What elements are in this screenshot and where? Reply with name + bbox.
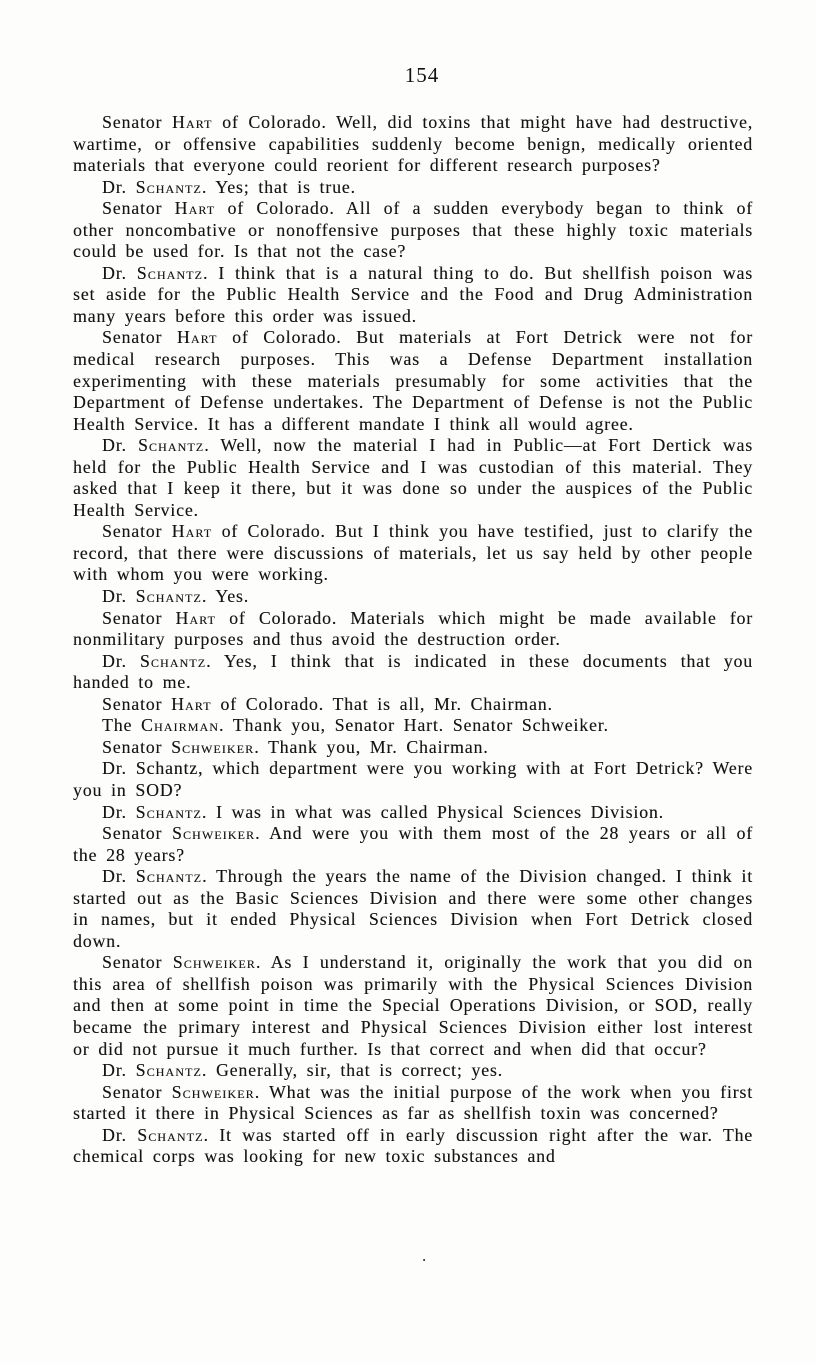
paragraph-text: All of a sudden everybody began to think of other noncombative or nonoffensive purposes that these highly toxic materials could be used for. Is that not the case? [73,198,753,262]
speaker-prefix: Dr. [102,801,136,822]
transcript-paragraph [73,263,753,328]
speaker-name: Hart [176,327,218,348]
transcript-paragraph [73,758,753,801]
paragraph-text: Yes; that is true. [215,176,356,197]
transcript-paragraph [73,608,753,651]
speaker-prefix: Senator [102,112,172,132]
speaker-prefix: The [102,715,141,736]
speaker-prefix: Senator [102,1081,172,1102]
speaker-prefix: Dr. [102,586,136,607]
speaker-prefix: Senator [102,198,175,219]
speaker-suffix: . [219,715,233,736]
speaker-name: Hart [174,198,216,219]
speaker-prefix: Senator [102,952,173,973]
paragraph-text: Through the years the name of the Division changed. I think it started out as the Basic Sciences Division and there were some other changes in names, but it ended Physical Sciences Division when Fort Detrick closed down. [73,866,753,951]
transcript-paragraph [73,802,753,824]
speaker-suffix: of Colorado. [212,521,336,542]
speaker-name: Schantz [136,262,203,283]
transcript-paragraph [73,1082,753,1125]
speaker-prefix: Dr. [102,650,140,671]
paragraph-text: Thank you, Mr. Chairman. [267,736,489,757]
transcript-paragraph [73,866,753,952]
speaker-prefix: Senator [102,736,172,757]
speaker-name: Schantz [135,176,202,197]
speaker-name: Chairman [141,715,219,736]
transcript [73,112,753,1168]
paragraph-text: But materials at Fort Detrick were not for medical research purposes. This was a Defense Department installation experimenting with these materials presumably for some activities that the Department of Defense undertakes. The Department of Defense is not the Public Health Service. It has a different mandate I think all would agree. [73,327,753,434]
speaker-prefix: Dr. [102,176,136,197]
speaker-prefix: Dr. [102,435,138,456]
speaker-suffix: . [255,823,270,844]
speaker-suffix: of Colorado. [217,327,357,348]
transcript-paragraph [73,1060,753,1082]
speaker-prefix: Senator [102,327,177,348]
paragraph-text: Well, did toxins that might have had destructive, wartime, or offensive capabilities suddenly become benign, medically oriented materials that everyone could reorient for different research purposes? [73,112,753,176]
speaker-suffix: . [204,435,221,456]
speaker-name: Schantz [135,801,202,822]
speaker-suffix: . [201,176,216,197]
paragraph-text: And were you with them most of the 28 years or all of the 28 years? [73,823,754,865]
speaker-prefix: Dr. [102,262,137,283]
speaker-name: Schantz [135,866,203,887]
speaker-name: Hart [175,607,216,628]
transcript-paragraph [73,112,753,177]
paragraph-text: It was started off in early discussion right after the war. The chemical corps was looking for new toxic substances and [73,1124,754,1167]
speaker-suffix: . [202,866,217,887]
speaker-name: Hart [171,521,213,542]
transcript-paragraph [73,823,753,866]
speaker-name: Schantz [137,435,205,456]
paragraph-text: Thank you, Senator Hart. Senator Schweiker. [232,715,609,736]
transcript-paragraph [73,1125,753,1168]
speaker-name: Schantz [135,1060,202,1081]
transcript-paragraph [73,177,753,199]
speaker-suffix: of Colorado. [215,607,351,628]
speaker-suffix: of Colorado. [215,198,346,219]
transcript-paragraph [73,694,753,716]
transcript-paragraph [73,651,753,694]
transcript-paragraph [73,198,753,263]
speaker-prefix: Dr. [102,1060,136,1081]
transcript-paragraph [73,737,753,759]
speaker-prefix: Senator [102,823,172,844]
speaker-suffix: . [203,1124,220,1145]
paragraph-text: Well, now the material I had in Public—at Fort Dertick was held for the Public Health Service and I was custodian of this material. They asked that I keep it there, but it was done so under the auspices of the Public Health Service. [73,435,753,520]
speaker-suffix: . [255,952,271,973]
speaker-name: Schweiker [171,823,256,844]
speaker-name: Schweiker [171,736,255,757]
speaker-prefix: Senator [102,521,172,542]
transcript-paragraph [73,952,753,1060]
speaker-name: Hart [171,112,213,132]
speaker-name: Hart [171,693,212,714]
paragraph-text: Yes, I think that is indicated in these documents that you handed to me. [73,650,753,693]
speaker-suffix: of Colorado. [211,693,333,714]
stray-ink-mark: . [422,1246,427,1265]
paragraph-text: I was in what was called Physical Sciences Division. [215,801,664,822]
speaker-suffix: . [201,801,216,822]
speaker-suffix: . [201,586,216,607]
paragraph-text: Yes. [215,586,249,607]
speaker-prefix: Senator [102,607,176,628]
paragraph-text: Dr. Schantz, which department were you working with at Fort Detrick? Were you in SOD? [73,758,753,800]
paragraph-text: That is all, Mr. Chairman. [332,693,553,714]
speaker-name: Schweiker [172,952,256,973]
paragraph-text: I think that is a natural thing to do. But shellfish poison was set aside for the Public Health Service and the Food and Drug Administration many years before this order was issued. [73,262,754,326]
speaker-name: Schantz [135,586,202,607]
paragraph-text: But I think you have testified, just to clarify the record, that there were discussions of materials, let us say held by other people with whom you were working. [73,521,754,585]
speaker-suffix: . [203,262,219,283]
speaker-name: Schantz [137,1124,204,1145]
paragraph-text: Materials which might be made available for nonmilitary purposes and thus avoid the destruction order. [73,607,754,650]
transcript-paragraph [73,586,753,608]
transcript-paragraph [73,435,753,521]
paragraph-text: What was the initial purpose of the work when you first started it there in Physical Sciences as far as shellfish toxin was concerned? [73,1081,753,1124]
speaker-prefix: Dr. [102,866,136,887]
speaker-suffix: . [206,650,224,671]
page-number: 154 [404,63,440,87]
transcript-paragraph [73,715,753,737]
speaker-name: Schweiker [171,1081,255,1102]
speaker-suffix: . [201,1060,216,1081]
transcript-paragraph [73,521,753,586]
paragraph-text: As I understand it, originally the work that you did on this area of shellfish poison was primarily with the Physical Sciences Division and then at some point in time the Special Operations Division, or SOD, really became the primary interest and Physical Sciences Division either lost interest or did not pursue it much further. Is that correct and when did that occur? [73,952,753,1059]
speaker-name: Schantz [139,650,207,671]
speaker-prefix: Dr. [102,1124,138,1145]
transcript-paragraph [73,327,753,435]
paragraph-text: Generally, sir, that is correct; yes. [215,1060,503,1081]
speaker-prefix: Senator [102,693,172,714]
speaker-suffix: of Colorado. [212,112,336,132]
speaker-suffix: . [254,1081,270,1102]
speaker-suffix: . [254,736,268,757]
